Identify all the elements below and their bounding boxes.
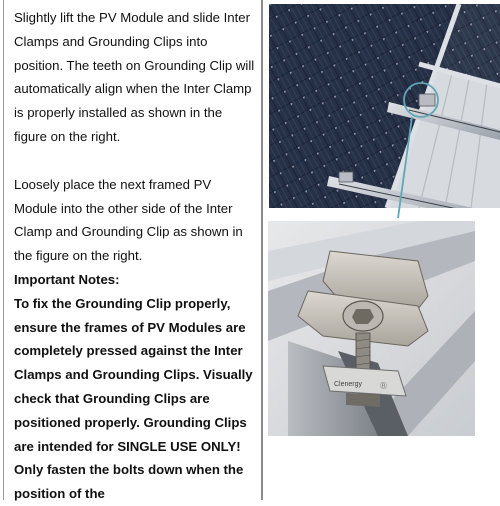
solar-panel-install-figure [269,4,500,208]
left-table-border [3,0,4,500]
inter-clamp-detail-figure [268,221,475,436]
instruction-paragraph-2: Loosely place the next framed PV Module into the other side of the Inter Clamp and Grounding Clip as shown in the figure on the right. [14,176,243,264]
certification-mark: Ⓡ [380,382,387,390]
grounding-clip-label: Clenergy [334,381,363,388]
instruction-paragraph-1: Slightly lift the PV Module and slide Inter Clamps and Grounding Clips into position. The teeth on Grounding Clip will automatically align when the Inter Clamp is properly installed as shown in the figure on the right. [14,10,255,144]
instruction-text-column [14,6,258,506]
important-notes-body: To fix the Grounding Clip properly, ensure the frames of PV Modules are completely pressed against the Inter Clamps and Grounding Clips. Visually check that Grounding Clips are positioned properly. Grounding Clips are intended for SINGLE USE ONLY! Only fasten the bolts down when the position of the [14,295,253,502]
important-notes-heading: Important Notes: [14,271,120,287]
column-divider [261,0,263,500]
